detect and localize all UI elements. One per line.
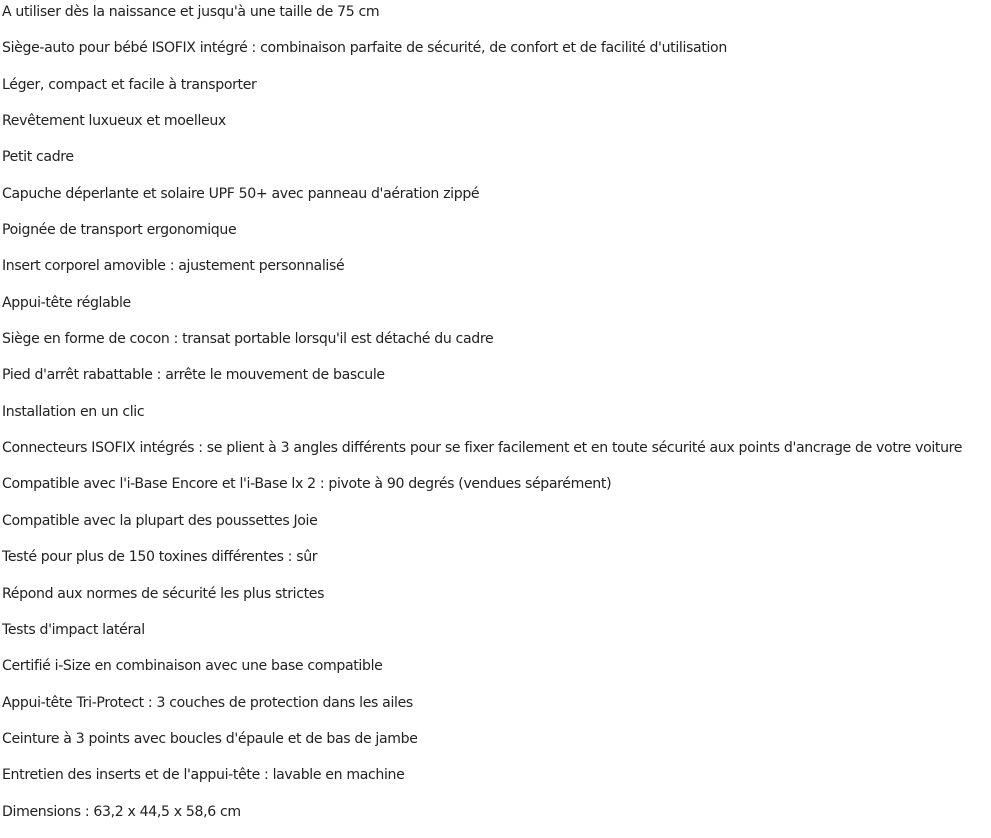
feature-item: Capuche déperlante et solaire UPF 50+ avec panneau d'aération zippé bbox=[2, 185, 480, 202]
feature-item: Testé pour plus de 150 toxines différentes : sûr bbox=[2, 549, 318, 566]
feature-item: Insert corporel amovible : ajustement personnalisé bbox=[2, 258, 345, 275]
feature-item: Appui-tête Tri-Protect : 3 couches de protection dans les ailes bbox=[2, 694, 413, 711]
feature-item: Installation en un clic bbox=[2, 403, 145, 420]
feature-item: Certifié i-Size en combinaison avec une base compatible bbox=[2, 658, 383, 675]
feature-item: Poignée de transport ergonomique bbox=[2, 222, 237, 239]
feature-item: Dimensions : 63,2 x 44,5 x 58,6 cm bbox=[2, 803, 241, 820]
feature-item: Connecteurs ISOFIX intégrés : se plient à 3 angles différents pour se fixer facilement et en toute sécurité aux points d'ancrage de votre voiture bbox=[2, 440, 963, 457]
feature-item: A utiliser dès la naissance et jusqu'à une taille de 75 cm bbox=[2, 4, 380, 20]
feature-item: Entretien des inserts et de l'appui-tête : lavable en machine bbox=[2, 767, 405, 784]
feature-item: Revêtement luxueux et moelleux bbox=[2, 113, 226, 130]
feature-item: Compatible avec la plupart des poussettes Joie bbox=[2, 512, 318, 529]
feature-item: Tests d'impact latéral bbox=[2, 621, 145, 638]
feature-item: Répond aux normes de sécurité les plus strictes bbox=[2, 585, 325, 602]
feature-item: Léger, compact et facile à transporter bbox=[2, 76, 257, 93]
feature-item: Siège en forme de cocon : transat portable lorsqu'il est détaché du cadre bbox=[2, 331, 494, 348]
feature-item: Siège-auto pour bébé ISOFIX intégré : combinaison parfaite de sécurité, de confort et de facilité d'utilisation bbox=[2, 40, 727, 57]
feature-item: Petit cadre bbox=[2, 149, 74, 166]
feature-list bbox=[2, 1, 991, 837]
feature-item: Pied d'arrêt rabattable : arrête le mouvement de bascule bbox=[2, 367, 385, 384]
feature-item: Appui-tête réglable bbox=[2, 294, 131, 311]
feature-item: Ceinture à 3 points avec boucles d'épaule et de bas de jambe bbox=[2, 730, 418, 747]
feature-item: Compatible avec l'i-Base Encore et l'i-Base lx 2 : pivote à 90 degrés (vendues séparément) bbox=[2, 476, 612, 493]
